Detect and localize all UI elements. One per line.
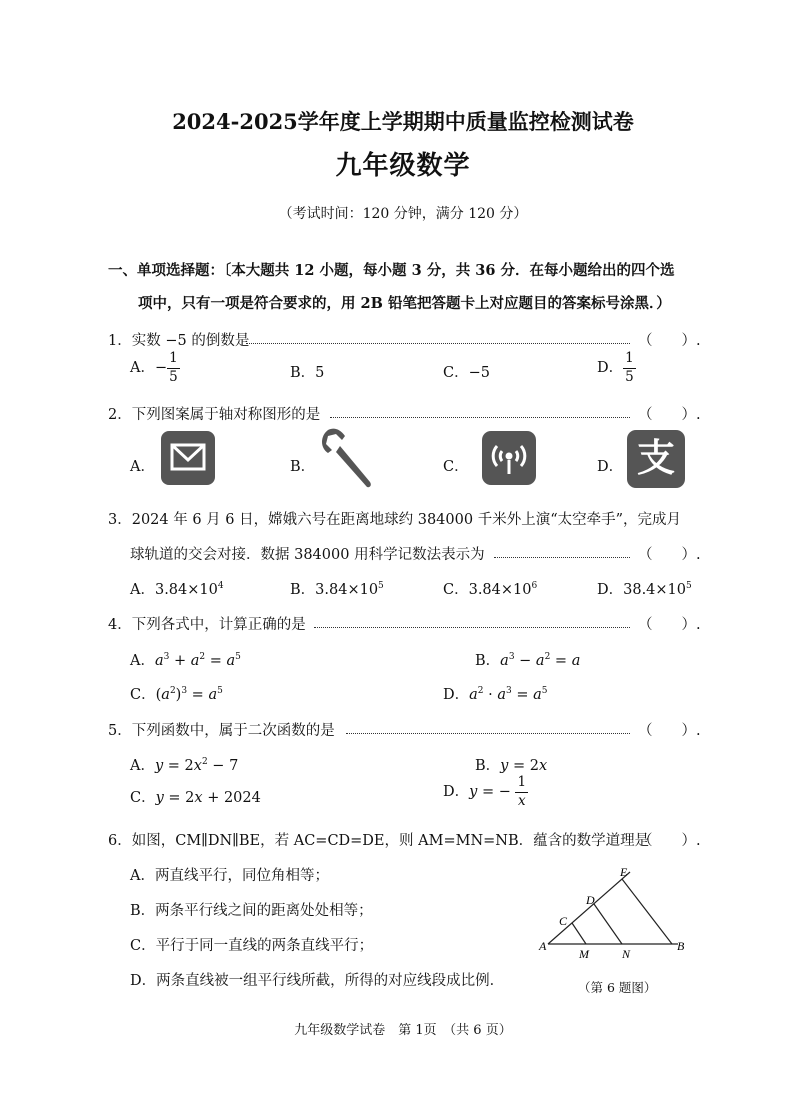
q4-stem: 4．下列各式中，计算正确的是 (108, 617, 306, 633)
q6-option-c: C．平行于同一直线的两条直线平行； (130, 938, 374, 954)
answer-paren: （ ）. (638, 723, 701, 739)
exam-info: （考试时间：120 分钟，满分 120 分） (278, 206, 528, 222)
alipay-icon (627, 430, 685, 488)
q6-option-a: A．两直线平行，同位角相等； (130, 868, 329, 884)
subject-title: 九年级数学 (335, 151, 471, 181)
answer-paren: （ ）. (638, 833, 701, 849)
q5-option-c: C．y = 2x + 2024 (130, 790, 261, 806)
mail-icon (160, 430, 216, 486)
leader-dots (330, 417, 630, 418)
q5-option-a: A．$y = 2x^2 - 7$ (130, 757, 239, 774)
page-footer: 九年级数学试卷 第 1页 （共 6 页） (294, 1023, 512, 1038)
q3-option-c: C．$3.84\times 10^6$ (443, 581, 538, 598)
q2-option-a-label: A． (130, 459, 155, 475)
answer-paren: （ ）. (638, 407, 701, 423)
q6-stem: 6．如图，CM∥DN∥BE，若 AC=CD=DE，则 AM=MN=NB．蕴含的数学道理是 (108, 833, 650, 849)
q1-option-d: D． $\frac{1}{5}$ (597, 350, 634, 385)
segment-dn (594, 904, 622, 944)
q1-option-a: A．− $\frac{1}{5}$ (130, 350, 178, 385)
figure-caption: （第 6 题图） (578, 980, 657, 995)
q4-option-b: B．$a^3 - a^2 = a$ (475, 652, 581, 669)
q2-option-b-label: B． (290, 459, 316, 475)
q5-stem: 5．下列函数中，属于二次函数的是 (108, 723, 335, 739)
q3-option-a: A．$3.84\times 10^4$ (130, 581, 224, 598)
q1-option-c: C．−5 (443, 365, 490, 381)
label-m: M (579, 947, 589, 961)
label-a: A (539, 939, 547, 953)
q6-option-d: D．两条直线被一组平行线所截，所得的对应线段成比例． (130, 973, 505, 989)
q1-option-b: B．5 (290, 365, 325, 381)
q2-option-c-label: C． (443, 459, 469, 475)
q4-option-d: D．$a^2 \cdot a^3 = a^5$ (443, 686, 548, 703)
q6-geometry-figure (536, 862, 696, 962)
q4-option-c: C．$(a^2)^3 = a^5$ (130, 686, 223, 703)
label-d: D (586, 893, 595, 907)
section-heading-line1: 一、单项选择题：〔本大题共 12 小题，每小题 3 分，共 36 分．在每小题给出的四个选 (108, 262, 675, 279)
wrench-icon (318, 426, 378, 490)
answer-paren: （ ）. (638, 547, 701, 563)
q4-option-a: A．$a^3 + a^2 = a^5$ (130, 652, 241, 669)
q5-option-d: D．y = − $\frac{1}{x}$ (443, 774, 527, 809)
q5-option-b: B．y = 2x (475, 758, 548, 774)
q6-option-b: B．两条平行线之间的距离处处相等； (130, 903, 373, 919)
q3-option-b: B．$3.84\times 10^5$ (290, 581, 384, 598)
leader-dots (494, 557, 630, 558)
leader-dots (314, 627, 630, 628)
signal-icon (481, 430, 537, 486)
label-e: E (620, 865, 628, 879)
q2-stem: 2．下列图案属于轴对称图形的是 (108, 407, 321, 423)
leader-dots (346, 733, 630, 734)
segment-cm (572, 923, 586, 944)
q3-option-d: D．$38.4\times 10^5$ (597, 581, 692, 598)
answer-paren: （ ）. (638, 617, 701, 633)
label-c: C (559, 914, 568, 928)
answer-paren: （ ）. (638, 333, 701, 349)
label-b: B (677, 939, 685, 953)
alipay-glyph: 支 (636, 436, 675, 480)
line-ae (548, 872, 630, 944)
leader-dots (246, 343, 630, 344)
q3-stem-line2: 球轨道的交会对接．数据 384000 用科学记数法表示为 (130, 547, 485, 563)
q3-stem-line1: 3．2024 年 6 月 6 日，嫦娥六号在距离地球约 384000 千米外上演“太空牵手”，完成月 (108, 512, 682, 528)
exam-title: 2024-2025学年度上学期期中质量监控检测试卷 (172, 109, 634, 134)
q1-stem: 1．实数 −5 的倒数是 (108, 333, 250, 349)
label-n: N (622, 947, 631, 961)
segment-be (622, 879, 672, 944)
section-heading-line2: 项中，只有一项是符合要求的，用 2B 铅笔把答题卡上对应题目的答案标号涂黑．） (138, 295, 671, 312)
q2-option-d-label: D． (597, 459, 624, 475)
